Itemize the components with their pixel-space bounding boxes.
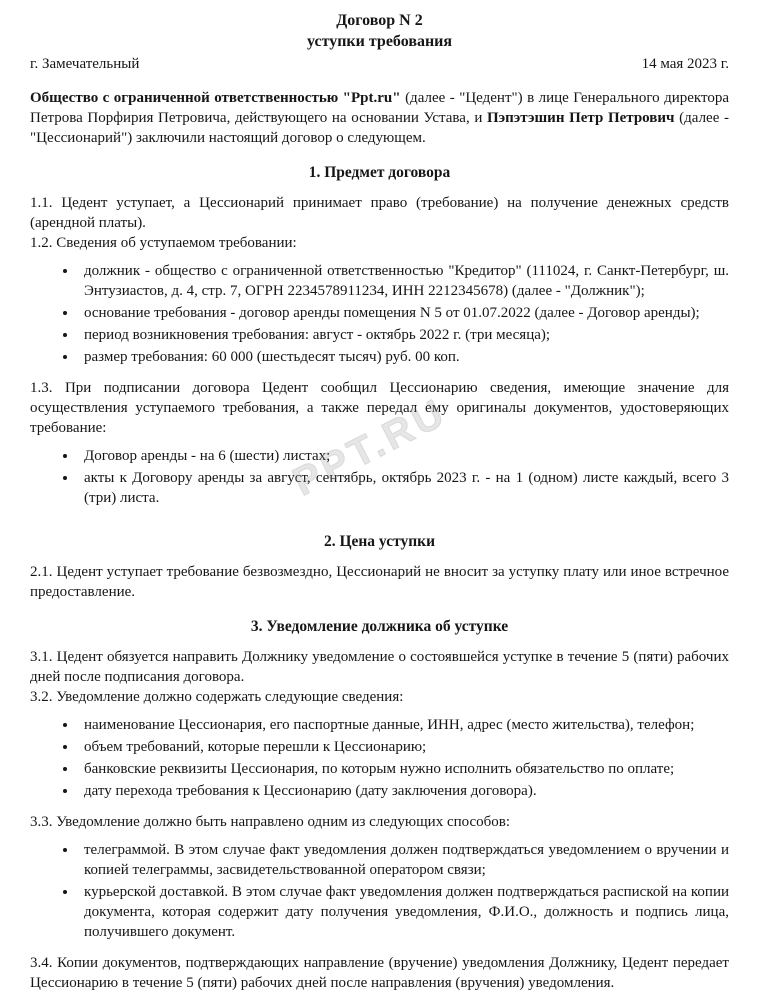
list-item: • основание требования - договор аренды помещения N 5 от 01.07.2022 (далее - Договор аренды); [78,303,729,323]
claim-details-list [30,261,729,367]
cedent-company-name: Общество с ограниченной ответственностью "Ppt.ru" [30,90,401,106]
documents-list [30,446,729,508]
clause-3-1: 3.1. Цедент обязуется направить Должнику уведомление о состоявшейся уступке в течение 5 (пяти) рабочих дней после подписания договора. [30,649,729,685]
section-1-heading: 1. Предмет договора [308,164,451,181]
ppt-ru-watermark: PPT.RU [286,389,455,505]
list-item: • объем требований, которые перешли к Цессионарию; [78,737,729,757]
clause-3-3: 3.3. Уведомление должно быть направлено одним из следующих способов: [30,814,511,830]
section-2-heading: 2. Цена уступки [323,533,436,550]
clause-1-1: 1.1. Цедент уступает, а Цессионарий принимает право (требование) на получение денежных средств (арендной платы). [30,195,729,231]
title-line-2: уступки требования [306,33,453,50]
clause-2-1: 2.1. Цедент уступает требование безвозмездно, Цессионарий не вносит за уступку плату или иное встречное предоставление. [30,564,729,600]
list-item: • период возникновения требования: август - октябрь 2022 г. (три месяца); [78,325,729,345]
clause-1-3: 1.3. При подписании договора Цедент сообщил Цессионарию сведения, имеющие значение для осуществления уступаемого требования, а также передал ему оригиналы документов, удостоверяющих требование: [30,380,729,436]
preamble-text-2: (далее - "Цессионарий") заключили настоящий договор о следующем. [30,110,730,146]
document-title [30,10,729,52]
list-item: • Договор аренды - на 6 (шести) листах; [78,446,729,466]
list-item: • размер требования: 60 000 (шестьдесят тысяч) руб. 00 коп. [78,347,729,367]
clause-3-2: 3.2. Уведомление должно содержать следующие сведения: [30,689,404,705]
notification-methods-list [30,840,729,942]
clause-3-4: 3.4. Копии документов, подтверждающих направление (вручение) уведомления Должнику, Цедент передает Цессионарию в течение 5 (пяти) рабочих дней после направления (вручения) уведомления. [30,955,729,991]
list-item: • наименование Цессионария, его паспортные данные, ИНН, адрес (место жительства), телефон; [78,715,729,735]
date-label: 14 мая 2023 г. [641,56,729,72]
notification-contents-list [30,715,729,801]
preamble-paragraph [30,88,729,148]
list-item: • дату перехода требования к Цессионарию (дату заключения договора). [78,781,729,801]
meta-row [30,54,729,74]
title-line-1: Договор N 2 [336,12,423,29]
list-item: • курьерской доставкой. В этом случае факт уведомления должен подтверждаться распиской на копии документа, которая содержит дату получения уведомления, Ф.И.О., должность и подпись лица, получившего документ. [78,882,729,942]
list-item: • телеграммой. В этом случае факт уведомления должен подтверждаться уведомлением о вручении и копией телеграммы, засвидетельствованной оператором связи; [78,840,729,880]
preamble-text-1: (далее - "Цедент") в лице Генерального директора Петрова Порфирия Петровича, действующего на основании Устава, и [30,90,729,126]
section-3-heading: 3. Уведомление должника об уступке [250,618,509,635]
city-label: г. Замечательный [30,56,140,72]
cessionary-name: Пэпэтэшин Петр Петрович [487,110,675,126]
list-item: • акты к Договору аренды за август, сентябрь, октябрь 2023 г. - на 1 (одном) листе каждый, всего 3 (три) листа. [78,468,729,508]
clause-1-2: 1.2. Сведения об уступаемом требовании: [30,235,297,251]
list-item: • банковские реквизиты Цессионария, по которым нужно исполнить обязательство по оплате; [78,759,729,779]
list-item: • должник - общество с ограниченной ответственностью "Кредитор" (111024, г. Санкт-Петербург, ш. Энтузиастов, д. 4, стр. 7, ОГРН 2234578911234, ИНН 2212345678) (далее - "Должник"); [78,261,729,301]
